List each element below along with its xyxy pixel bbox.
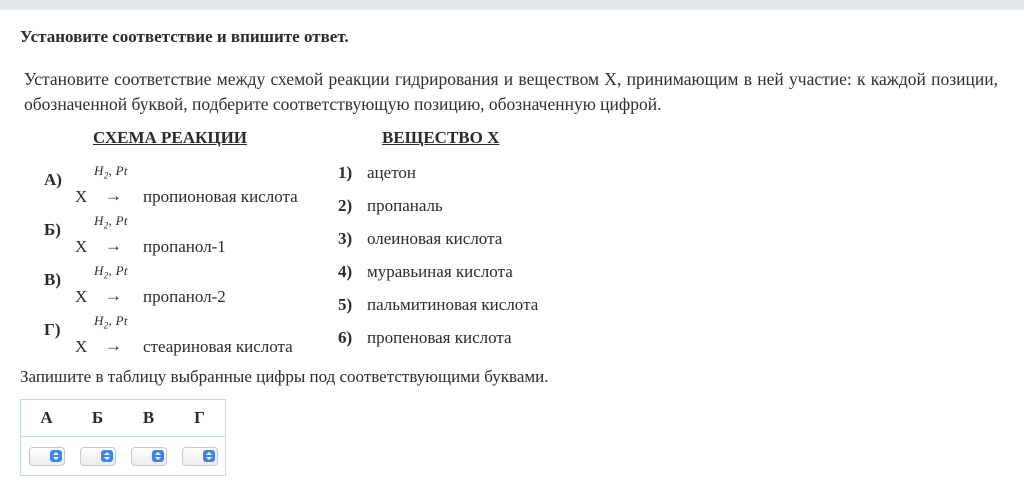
- answer-table: [20, 399, 226, 476]
- reaction-condition: $H_2$, Pt: [94, 163, 128, 181]
- substance-item: [338, 328, 512, 348]
- answer-column-b: Б: [72, 400, 123, 437]
- answer-select-g[interactable]: [182, 447, 218, 466]
- scheme-product: пропионовая кислота: [143, 187, 298, 206]
- answer-select-b[interactable]: [80, 447, 116, 466]
- arrow-icon: →: [105, 186, 122, 205]
- scheme-g: [44, 313, 324, 365]
- scheme-letter: Г): [44, 320, 61, 339]
- stepper-icon: [152, 450, 164, 462]
- stepper-icon: [101, 450, 113, 462]
- substance-name: пропаналь: [367, 196, 443, 215]
- reaction-condition: $H_2$, Pt: [94, 313, 128, 331]
- scheme-b: [44, 213, 324, 265]
- substance-column-header: ВЕЩЕСТВО X: [382, 128, 500, 147]
- substance-number: 6): [338, 328, 353, 347]
- arrow-icon: →: [105, 286, 122, 305]
- substance-number: 1): [338, 163, 353, 182]
- scheme-letter: В): [44, 270, 61, 289]
- reaction-condition: $H_2$, Pt: [94, 213, 128, 231]
- scheme-column-header: СХЕМА РЕАКЦИИ: [93, 128, 248, 147]
- scheme-a: [44, 163, 324, 215]
- substance-name: ацетон: [367, 163, 416, 182]
- scheme-letter: А): [44, 170, 62, 189]
- answer-column-g: Г: [174, 400, 226, 437]
- scheme-letter: Б): [44, 220, 61, 239]
- stepper-icon: [203, 450, 215, 462]
- substance-item: [338, 196, 443, 216]
- task-text: Установите соответствие между схемой реакции гидрирования и веществом X, принимающим в ней участие: к каждой позиции, обозначенной буквой, подберите соответствующую позицию, обозначенную цифрой.: [24, 69, 998, 114]
- substance-name: олеиновая кислота: [367, 229, 503, 248]
- substance-x: X: [75, 287, 88, 306]
- substance-name: пропеновая кислота: [367, 328, 512, 347]
- answer-column-v: В: [123, 400, 174, 437]
- answer-select-v[interactable]: [131, 447, 167, 466]
- scheme-product: стеариновая кислота: [143, 337, 293, 356]
- substance-x: X: [75, 337, 88, 356]
- substance-item: [338, 163, 416, 183]
- substance-x: X: [75, 237, 88, 256]
- substance-item: [338, 262, 513, 282]
- arrow-icon: →: [105, 336, 122, 355]
- substance-item: [338, 229, 502, 249]
- answer-instruction: Запишите в таблицу выбранные цифры под соответствующими буквами.: [20, 367, 549, 386]
- substance-x: X: [75, 187, 88, 206]
- substance-number: 4): [338, 262, 353, 281]
- substance-item: [338, 295, 538, 315]
- scheme-product: пропанол-2: [143, 287, 226, 306]
- substance-name: муравьиная кислота: [367, 262, 513, 281]
- substance-name: пальмитиновая кислота: [367, 295, 539, 314]
- page-title: Установите соответствие и впишите ответ.: [20, 27, 349, 46]
- reaction-condition: $H_2$, Pt: [94, 263, 128, 281]
- answer-select-a[interactable]: [29, 447, 65, 466]
- scheme-product: пропанол-1: [143, 237, 226, 256]
- substance-number: 2): [338, 196, 353, 215]
- substance-number: 5): [338, 295, 353, 314]
- stepper-icon: [50, 450, 62, 462]
- arrow-icon: →: [105, 236, 122, 255]
- top-bar: [0, 0, 1024, 10]
- substance-number: 3): [338, 229, 353, 248]
- scheme-v: [44, 263, 324, 315]
- answer-column-a: А: [21, 400, 73, 437]
